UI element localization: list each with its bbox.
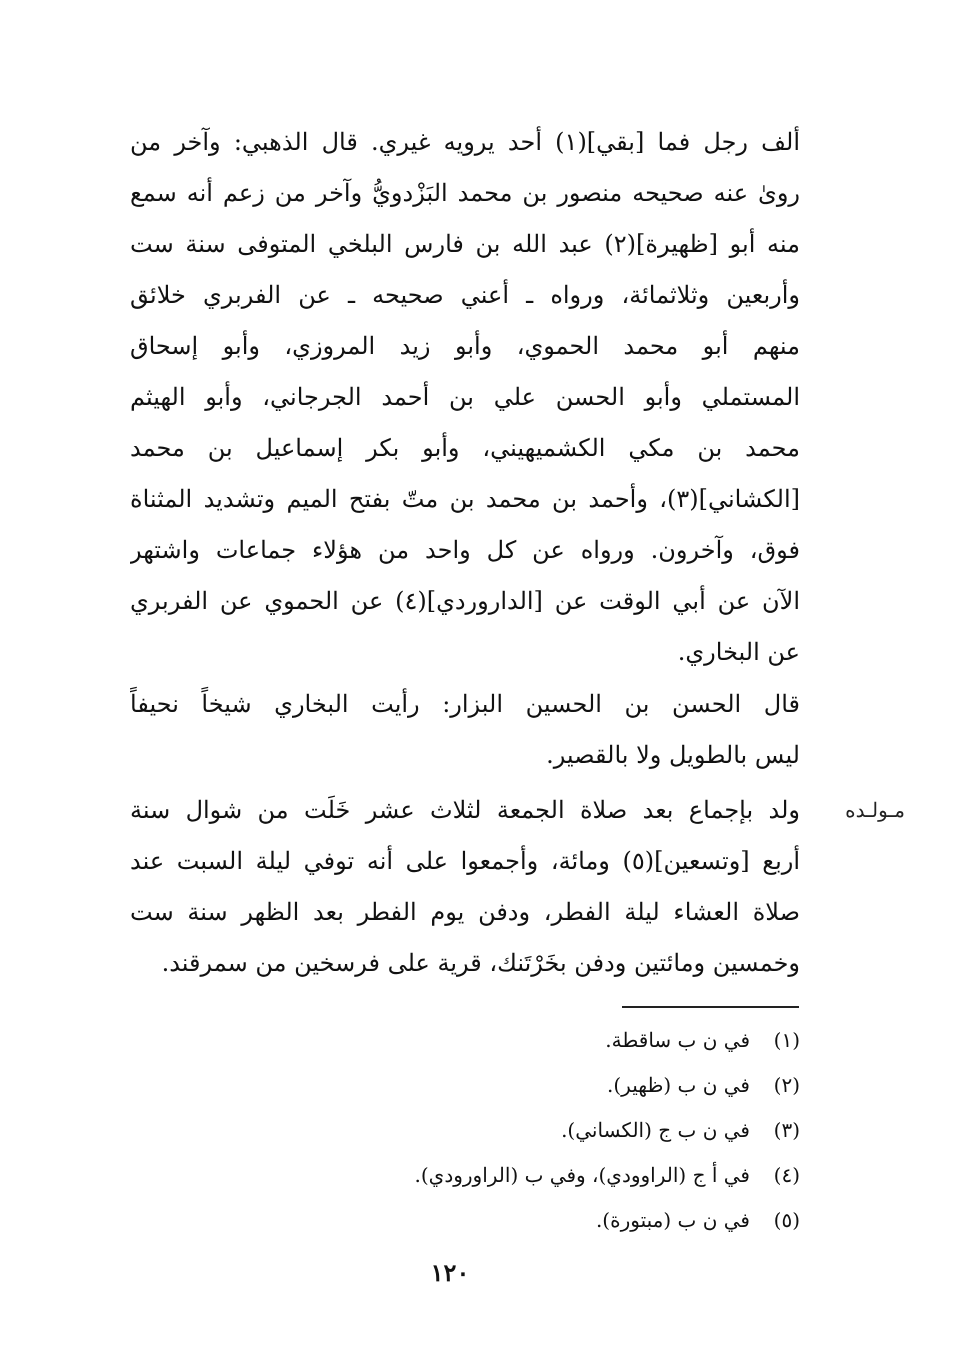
footnote-text: في ن ب ساقطة. <box>605 1028 750 1052</box>
footnote-item <box>300 1018 800 1063</box>
margin-heading: مـولـده <box>845 798 905 822</box>
text-line: ألف رجل فما [بقي](١) أحد يرويه غيري. قال الذهبي: وآخر من <box>130 128 800 156</box>
footnote-text: في ن ب ج (الكساني). <box>561 1118 750 1142</box>
text-line: الآن عن أبي الوقت عن [الداروردي](٤) عن الحموي عن الفربري <box>130 587 800 615</box>
text-line: محمد بن مكي الكشميهيني، وأبو بكر إسماعيل بن محمد <box>130 434 800 462</box>
footnote-number: (٢) <box>773 1073 800 1097</box>
footnotes-list <box>300 1018 800 1243</box>
text-line: قال الحسن بن الحسين البزار: رأيت البخاري شيخاً نحيفاً <box>130 690 800 718</box>
text-line: ليس بالطويل ولا بالقصير. <box>546 741 800 769</box>
footnote-number: (٥) <box>773 1208 800 1232</box>
text-line: منه أبو [ظهيرة](٢) عبد الله بن فارس البلخي المتوفى سنة ست <box>130 230 800 258</box>
footnote-text: في ن ب (ظهير). <box>607 1073 750 1097</box>
footnote-divider <box>622 1006 799 1008</box>
footnote-number: (١) <box>773 1028 800 1052</box>
text-line: صلاة العشاء ليلة الفطر، ودفن يوم الفطر بعد الظهر سنة ست <box>130 898 800 926</box>
footnote-text: في ن ب (مبتورة). <box>595 1208 750 1232</box>
text-line: فوق، وآخرون. ورواه عن كل واحد من هؤلاء جماعات واشتهر <box>130 536 800 564</box>
text-line: روىٰ عنه صحيحه منصور بن محمد البَزْدويُّ وآخر من زعم أنه سمع <box>130 179 800 207</box>
footnote-text: في أ ج (الراوودي)، وفي ب (الراورودي). <box>414 1163 750 1187</box>
page-number: ١٢٠ <box>430 1258 470 1287</box>
text-line: المستملي وأبو الحسن علي بن أحمد الجرجاني، وأبو الهيثم <box>130 383 800 411</box>
text-line: ولد بإجماع بعد صلاة الجمعة لثلاث عشر خَلَت من شوال سنة <box>130 796 800 824</box>
text-line: وأربعين وثلاثمائة، ورواه ـ أعني صحيحه ـ عن الفربري خلائق <box>130 281 800 309</box>
paragraph-narrators <box>130 117 800 678</box>
footnote-item <box>300 1063 800 1108</box>
paragraph-birth <box>130 785 800 989</box>
footnote-item <box>300 1108 800 1153</box>
text-line: أربع [وتسعين](٥) ومائة، وأجمعوا على أنه توفي ليلة السبت عند <box>130 847 800 875</box>
paragraph-description <box>130 679 800 781</box>
text-line: منهم أبو محمد الحموي، وأبو زيد المروزي، وأبو إسحاق <box>130 332 800 360</box>
text-line: [الكشاني](٣)، وأحمد بن محمد بن متّ بفتح الميم وتشديد المثناة <box>130 485 800 513</box>
text-line: عن البخاري. <box>677 638 800 666</box>
footnote-item <box>300 1198 800 1243</box>
text-line: وخمسين ومائتين ودفن بخَرْتَنك، قرية على فرسخين من سمرقند. <box>161 949 800 977</box>
footnote-number: (٤) <box>773 1163 800 1187</box>
footnote-number: (٣) <box>773 1118 800 1142</box>
footnote-item <box>300 1153 800 1198</box>
